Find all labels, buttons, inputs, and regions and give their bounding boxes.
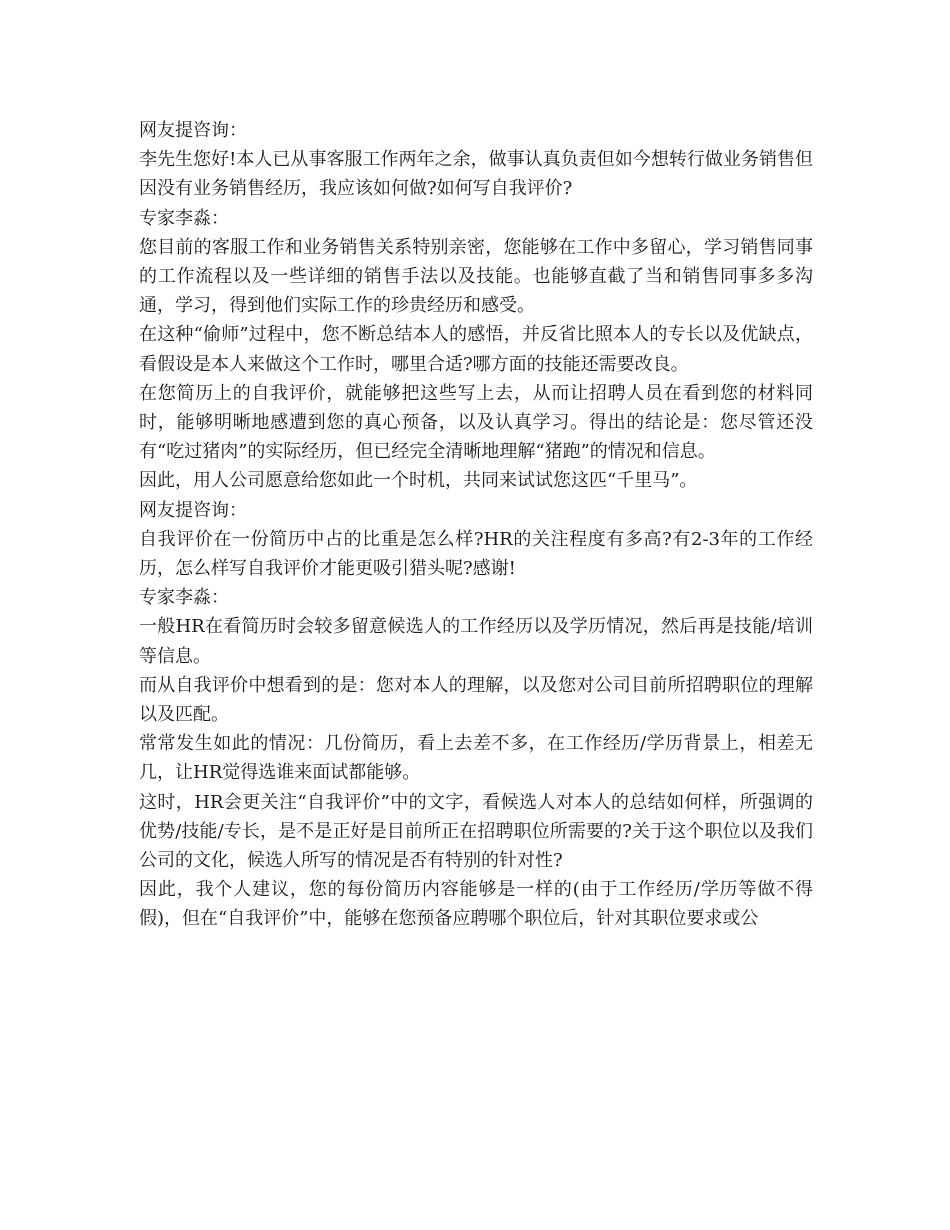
answer-heading: 专家李淼：: [139, 207, 229, 229]
answer-paragraph: 这时，HR会更关注“自我评价”中的文字，看候选人对本人的总结如何样，所强调的优势/技能/专长，是不是正好是目前所正在招聘职位所需要的?关于这个职位以及我们公司的文化，候选人所写的情况是否有特别的针对性?: [139, 791, 813, 872]
answer-paragraph: 您目前的客服工作和业务销售关系特别亲密，您能够在工作中多留心，学习销售同事的工作流程以及一些详细的销售手法以及技能。也能够直截了当和销售同事多多沟通，学习，得到他们实际工作的珍贵经历和感受。: [139, 236, 813, 317]
question-heading: 网友提咨询：: [139, 499, 247, 521]
answer-paragraph: 因此，用人公司愿意给您如此一个时机，共同来试试您这匹“千里马”。: [139, 470, 698, 492]
question-heading: 网友提咨询：: [139, 120, 247, 141]
answer-paragraph: 一般HR在看简历时会较多留意候选人的工作经历以及学历情况，然后再是技能/培训等信息。: [139, 616, 813, 667]
answer-paragraph: 而从自我评价中想看到的是：您对本人的理解，以及您对公司目前所招聘职位的理解以及匹配。: [139, 674, 813, 726]
answer-heading: 专家李淼：: [139, 587, 229, 609]
answer-paragraph: 在这种“偷师”过程中，您不断总结本人的感悟，并反省比照本人的专长以及优缺点，看假设是本人来做这个工作时，哪里合适?哪方面的技能还需要改良。: [139, 324, 813, 375]
answer-paragraph: 在您简历上的自我评价，就能够把这些写上去，从而让招聘人员在看到您的材料同时，能够明晰地感遭到您的真心预备，以及认真学习。得出的结论是：您尽管还没有“吃过猪肉”的实际经历，但已经完全清晰地理解“猪跑”的情况和信息。: [139, 382, 813, 463]
question-text: 李先生您好!本人已从事客服工作两年之余，做事认真负责但如今想转行做业务销售但因没有业务销售经历，我应该如何做?如何写自我评价?: [139, 149, 813, 200]
document-body: [139, 116, 813, 934]
answer-paragraph: 常常发生如此的情况：几份简历，看上去差不多，在工作经历/学历背景上，相差无几，让HR觉得选谁来面试都能够。: [139, 733, 813, 784]
question-text: 自我评价在一份简历中占的比重是怎么样?HR的关注程度有多高?有2-3年的工作经历，怎么样写自我评价才能更吸引猎头呢?感谢!: [139, 528, 813, 580]
answer-paragraph: 因此，我个人建议，您的每份简历内容能够是一样的(由于工作经历/学历等做不得假)，但在“自我评价”中，能够在您预备应聘哪个职位后，针对其职位要求或公: [139, 879, 813, 930]
